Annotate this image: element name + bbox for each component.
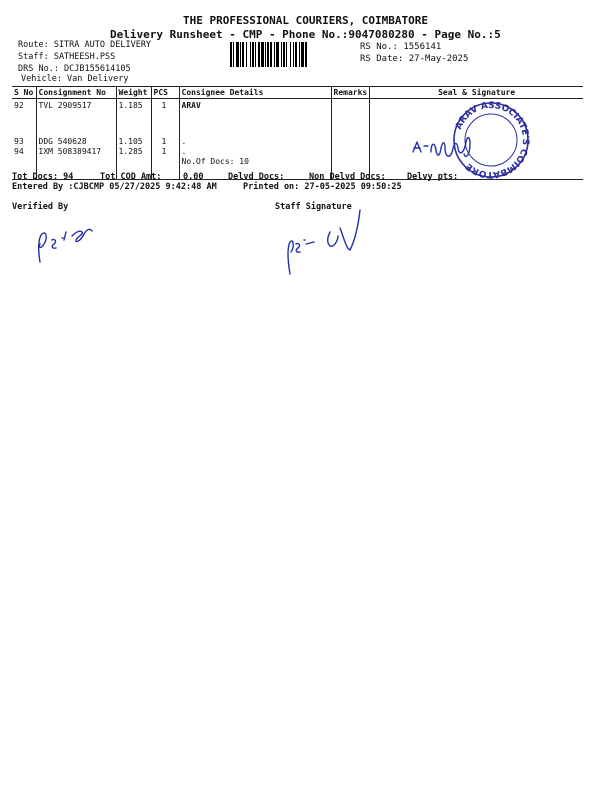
entered-by: Entered By :CJBCMP 05/27/2025 9:42:48 AM [12,182,217,192]
table-row-consignment: IXM 508389417 [38,147,102,156]
route-label: Route: SITRA AUTO DELIVERY [18,40,152,50]
col-remarks: Remarks [331,87,370,99]
table-row-weight: 1.185 [118,101,143,110]
table-row-weight: 1.285 [118,147,143,156]
receiver-signature [413,138,470,157]
table-row-weight: 1.105 [118,137,143,146]
staff-signature-label: Staff Signature [275,202,352,212]
table-row-pcs: 1 [161,137,167,146]
drs-label: DRS No.: DCJB155614105 [18,64,131,74]
table-row-consignment: TVL 2909517 [38,101,92,110]
staff-label: Staff: SATHEESH.PSS [18,52,116,62]
rs-number: RS No.: 1556141 [360,42,442,52]
table-row-pcs: 1 [161,147,167,156]
staff-signature [288,210,360,274]
non-delvd-docs: Non Delvd Docs: [309,172,386,182]
svg-text:ARAV ASSOCIATE'S COIMBATORE: ARAV ASSOCIATE'S COIMBATORE [454,100,531,180]
rs-date: RS Date: 27-May-2025 [360,54,469,64]
col-weight: Weight [116,87,151,99]
table-row-sno: 94 [14,147,24,156]
table-row-sno: 93 [14,137,24,146]
table-row-consignee: . [181,147,187,156]
tot-cod-label: Tot COD Amt: [100,172,162,182]
table-row-consignment: DDG 540628 [38,137,87,146]
tot-docs: Tot Docs: 94 [12,172,74,182]
delvd-docs: Delvd Docs: [228,172,285,182]
col-consignment: Consignment No [36,87,116,99]
verifier-signature [39,229,92,262]
printed-on: Printed on: 27-05-2025 09:50:25 [243,182,402,192]
table-row-consignee: ARAV [181,101,201,110]
col-consignee: Consignee Details [179,87,331,99]
company-title: THE PROFESSIONAL COURIERS, COIMBATORE [183,14,429,27]
col-pcs: PCS [151,87,179,99]
table-row-sno: 92 [14,101,24,110]
verified-by-label: Verified By [12,202,69,212]
runsheet-subtitle: Delivery Runsheet - CMP - Phone No.:9047080280 - Page No.:5 [110,28,501,41]
table-row-pcs: 1 [161,101,167,110]
table-row-consignee: . [181,137,187,146]
vehicle-label: Vehicle: Van Delivery [21,74,129,84]
delvy-pts: Delvy pts: [407,172,459,182]
col-sno: S No [12,87,36,99]
col-seal: Seal & Signature [370,87,583,99]
docs-count: No.Of Docs: 10 [181,157,249,166]
tot-cod-value: 0.00 [183,172,204,182]
